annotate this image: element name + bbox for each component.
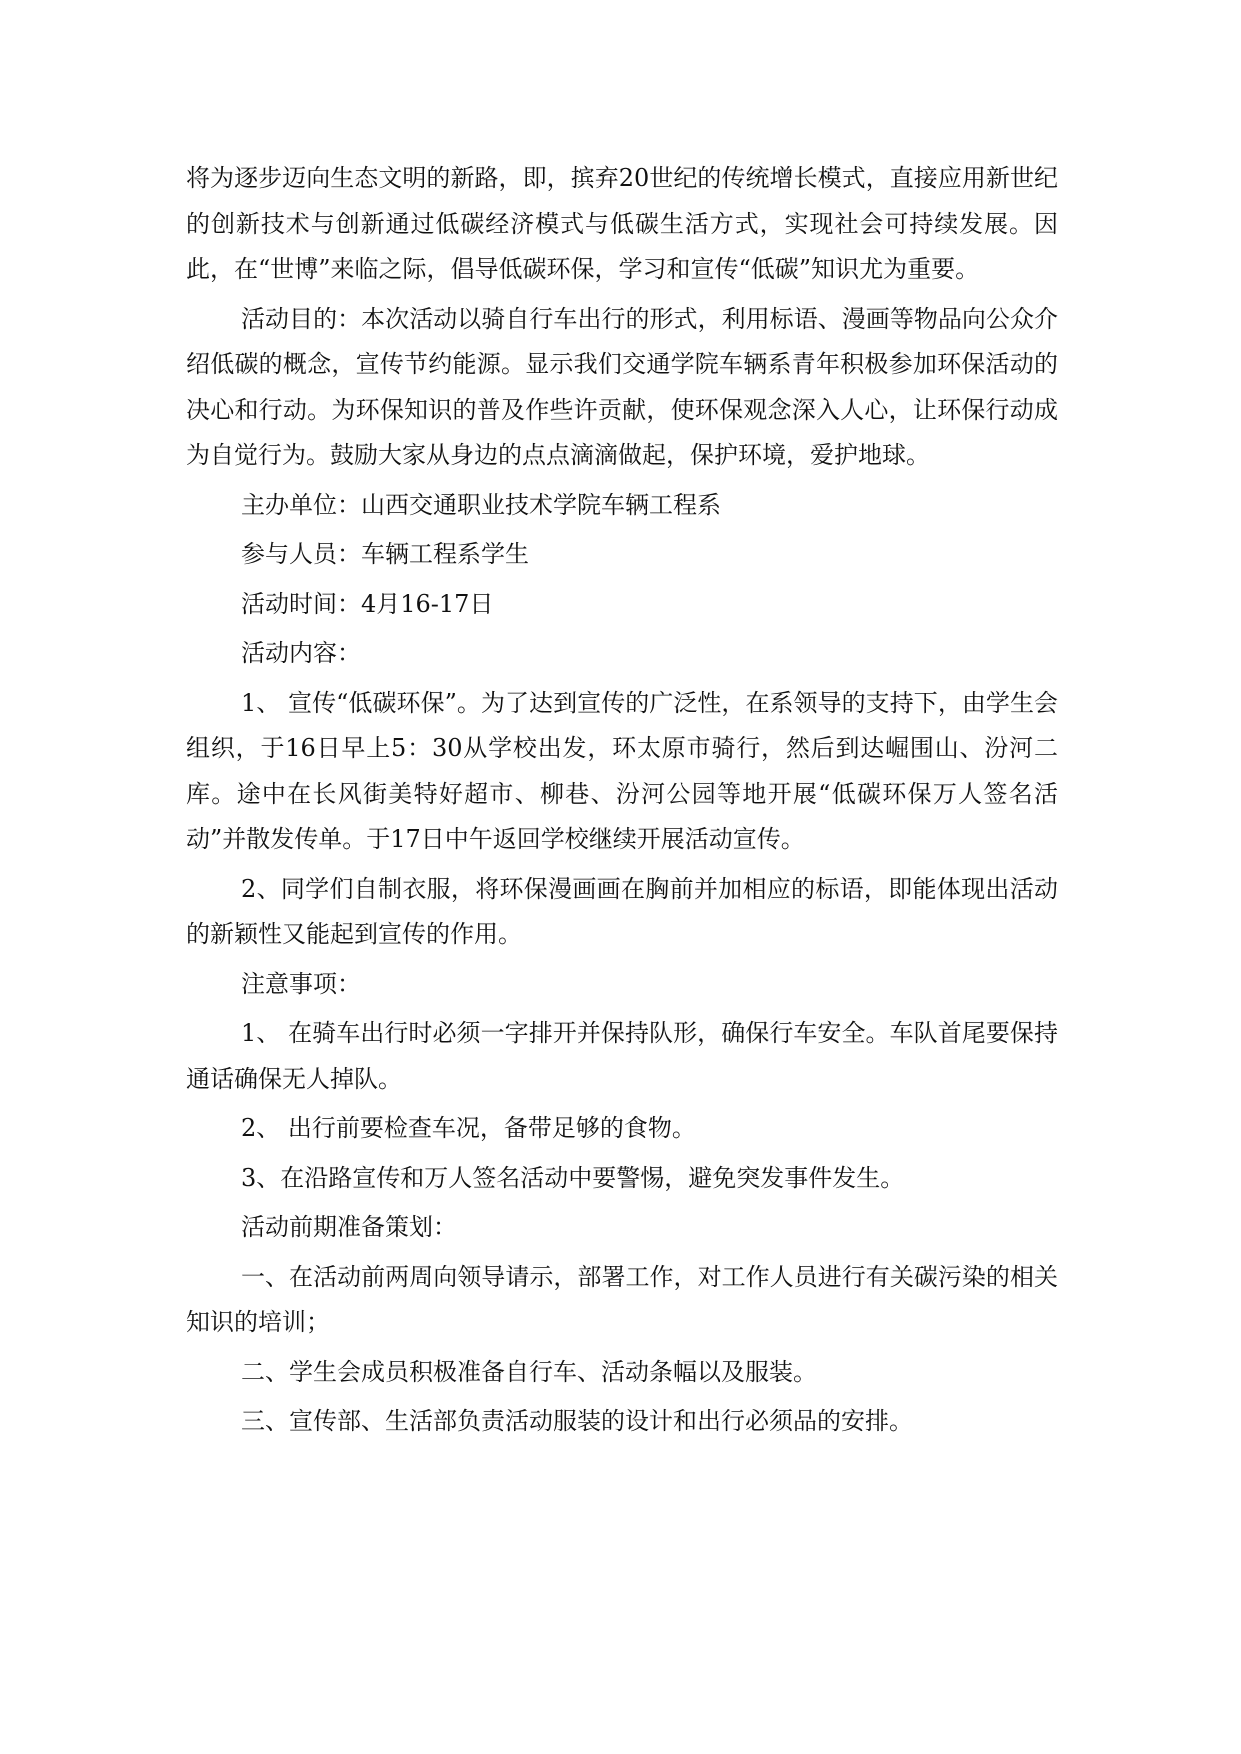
paragraph-activity-content-heading: 活动内容： [241,639,361,667]
paragraph-preparation-item-2: 二、学生会成员积极准备自行车、活动条幅以及服装。 [241,1357,817,1386]
paragraph-note-item-2: 2、 出行前要检查车况，备带足够的食物。 [241,1114,696,1142]
paragraph-preparation-heading: 活动前期准备策划： [241,1213,457,1241]
paragraph-intro-continued: 将为逐步迈向生态文明的新路，即，摈弃20世纪的传统增长模式，直接应用新世纪的创新技术与创新通过低碳经济模式与低碳生活方式，实现社会可持续发展。因此，在“世博”来临之际，倡导低碳环保，学习和宣传“低碳”知识尤为重要。 [186,164,1058,283]
paragraph-activity-purpose: 活动目的：本次活动以骑自行车出行的形式，利用标语、漫画等物品向公众介绍低碳的概念，宣传节约能源。显示我们交通学院车辆系青年积极参加环保活动的决心和行动。为环保知识的普及作些许贡献，使环保观念深入人心，让环保行动成为自觉行为。鼓励大家从身边的点点滴滴做起，保护环境，爱护地球。 [186,304,1058,469]
paragraph-organizer: 主办单位：山西交通职业技术学院车辆工程系 [241,490,721,519]
paragraph-preparation-item-1: 一、在活动前两周向领导请示，部署工作，对工作人员进行有关碳污染的相关知识的培训； [186,1262,1058,1336]
paragraph-content-item-2: 2、同学们自制衣服，将环保漫画画在胸前并加相应的标语，即能体现出活动的新颖性又能起到宣传的作用。 [186,874,1058,948]
paragraph-participants: 参与人员：车辆工程系学生 [241,540,529,568]
paragraph-notes-heading: 注意事项： [241,969,361,998]
paragraph-note-item-3: 3、在沿路宣传和万人签名活动中要警惕，避免突发事件发生。 [241,1163,905,1192]
paragraph-preparation-item-3: 三、宣传部、生活部负责活动服装的设计和出行必须品的安排。 [241,1407,913,1435]
paragraph-activity-time: 活动时间：4月16-17日 [241,589,494,618]
document-body [186,156,1058,1449]
paragraph-content-item-1: 1、 宣传“低碳环保”。为了达到宣传的广泛性，在系领导的支持下，由学生会组织，于16日早上5：30从学校出发，环太原市骑行，然后到达崛围山、汾河二库。途中在长风街美特好超市、柳巷、汾河公园等地开展“低碳环保万人签名活动”并散发传单。于17日中午返回学校继续开展活动宣传。 [186,688,1058,853]
paragraph-note-item-1: 1、 在骑车出行时必须一字排开并保持队形，确保行车安全。车队首尾要保持通话确保无人掉队。 [186,1019,1058,1093]
